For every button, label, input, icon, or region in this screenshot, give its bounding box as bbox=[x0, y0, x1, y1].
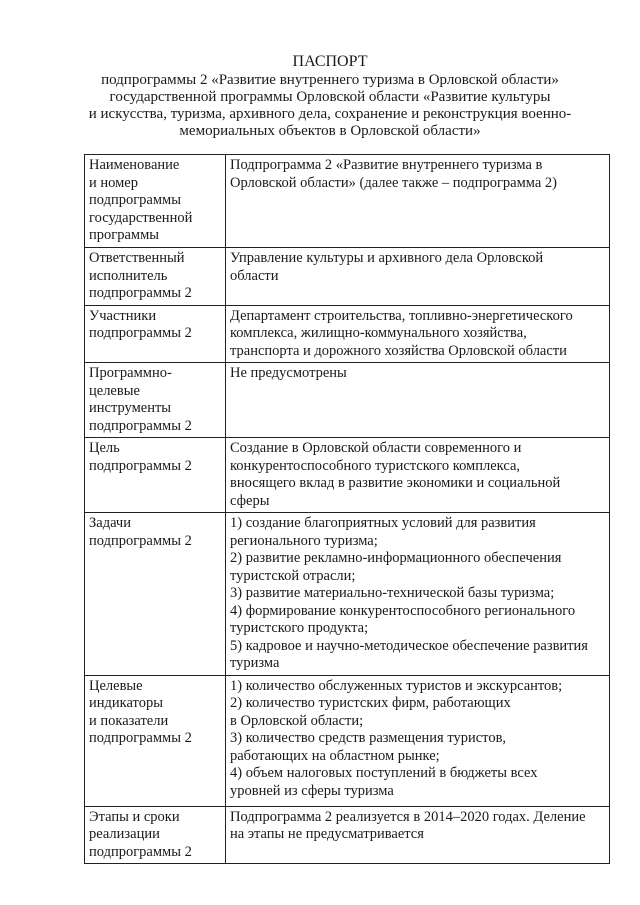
value-line: сферы bbox=[230, 492, 270, 509]
value-line: 4) формирование конкурентоспособного регионального bbox=[230, 602, 576, 619]
label-line: исполнитель bbox=[89, 267, 168, 284]
label-line: программы bbox=[89, 227, 159, 243]
label-line: Программно- bbox=[89, 365, 172, 381]
value-line: комплекса, жилищно-коммунального хозяйства, bbox=[230, 325, 527, 341]
value-line: в Орловской области; bbox=[230, 712, 364, 729]
value-line: 1) количество обслуженных туристов и экскурсантов; bbox=[230, 677, 563, 694]
label-line: государственной bbox=[89, 209, 193, 226]
value-line: конкурентоспособного туристского комплекса, bbox=[230, 457, 521, 474]
label-line: Участники bbox=[89, 307, 157, 324]
table-row bbox=[85, 513, 610, 676]
value-line: Управление культуры и архивного дела Орловской bbox=[230, 250, 544, 266]
label-line: и показатели bbox=[89, 712, 169, 729]
row-label-cell bbox=[85, 155, 226, 248]
row-value-cell bbox=[226, 155, 610, 248]
value-line: Создание в Орловской области современного и bbox=[230, 440, 522, 456]
row-value-cell bbox=[226, 438, 610, 513]
label-line: Целевые bbox=[89, 677, 143, 694]
table-row bbox=[85, 155, 610, 248]
value-line: 2) развитие рекламно-информационного обеспечения bbox=[230, 550, 562, 566]
label-line: Наименование bbox=[89, 157, 180, 173]
value-line: вносящего вклад в развитие экономики и социальной bbox=[230, 475, 561, 491]
value-line: 1) создание благоприятных условий для развития bbox=[230, 515, 536, 531]
table-row bbox=[85, 305, 610, 363]
row-label-cell bbox=[85, 438, 226, 513]
row-label-cell bbox=[85, 305, 226, 363]
document-subtitle-line: и искусства, туризма, архивного дела, сохранение и реконструкция военно- bbox=[88, 106, 572, 122]
document-subtitle-line: подпрограммы 2 «Развитие внутреннего туризма в Орловской области» bbox=[101, 72, 559, 88]
label-line: подпрограммы 2 bbox=[89, 730, 192, 746]
value-line: 3) развитие материально-технической базы туризма; bbox=[230, 585, 555, 601]
label-line: индикаторы bbox=[89, 695, 163, 711]
document-title: ПАСПОРТ bbox=[292, 53, 368, 70]
value-line: Подпрограмма 2 «Развитие внутреннего туризма в bbox=[230, 157, 543, 173]
document-subtitle-line: мемориальных объектов в Орловской области» bbox=[179, 123, 481, 139]
value-line: области bbox=[230, 267, 279, 284]
label-line: подпрограммы bbox=[89, 192, 181, 208]
label-line: подпрограммы 2 bbox=[89, 325, 192, 341]
row-value-cell bbox=[226, 806, 610, 864]
table-row bbox=[85, 248, 610, 306]
document-subtitle-line: государственной программы Орловской области «Развитие культуры bbox=[109, 89, 551, 105]
table-row bbox=[85, 363, 610, 438]
label-line: Цель bbox=[89, 440, 120, 456]
label-line: подпрограммы 2 bbox=[89, 417, 192, 434]
value-line: транспорта и дорожного хозяйства Орловской области bbox=[230, 342, 567, 359]
label-line: подпрограммы 2 bbox=[89, 285, 192, 301]
label-line: инструменты bbox=[89, 400, 172, 416]
row-label-cell bbox=[85, 675, 226, 806]
value-line: работающих на областном рынке; bbox=[230, 747, 440, 764]
label-line: Задачи bbox=[89, 515, 131, 531]
row-value-cell bbox=[226, 248, 610, 306]
value-line: Подпрограмма 2 реализуется в 2014–2020 годах. Деление bbox=[230, 808, 586, 825]
row-label-cell bbox=[85, 513, 226, 676]
document-header bbox=[60, 53, 600, 140]
value-line: туристской отрасли; bbox=[230, 567, 356, 584]
label-line: подпрограммы 2 bbox=[89, 457, 192, 474]
value-line: туристского продукта; bbox=[230, 620, 369, 636]
row-label-cell bbox=[85, 806, 226, 864]
value-line: 4) объем налоговых поступлений в бюджеты всех bbox=[230, 765, 538, 781]
value-line: 5) кадровое и научно-методическое обеспечение развития bbox=[230, 637, 588, 654]
table-row bbox=[85, 675, 610, 806]
row-label-cell bbox=[85, 363, 226, 438]
value-line: Не предусмотрены bbox=[230, 365, 347, 381]
table-row bbox=[85, 806, 610, 864]
row-value-cell bbox=[226, 363, 610, 438]
label-line: Ответственный bbox=[89, 250, 185, 266]
value-line: Орловской области» (далее также – подпрограмма 2) bbox=[230, 174, 558, 191]
value-line: регионального туризма; bbox=[230, 532, 378, 549]
row-value-cell bbox=[226, 305, 610, 363]
label-line: Этапы и сроки bbox=[89, 808, 180, 825]
label-line: подпрограммы 2 bbox=[89, 532, 192, 549]
passport-table bbox=[84, 154, 610, 864]
row-value-cell bbox=[226, 513, 610, 676]
value-line: 3) количество средств размещения туристов, bbox=[230, 730, 507, 746]
value-line: уровней из сферы туризма bbox=[230, 782, 394, 799]
label-line: реализации bbox=[89, 826, 160, 842]
table-row bbox=[85, 438, 610, 513]
value-line: Департамент строительства, топливно-энергетического bbox=[230, 307, 573, 324]
value-line: туризма bbox=[230, 655, 280, 671]
row-label-cell bbox=[85, 248, 226, 306]
row-value-cell bbox=[226, 675, 610, 806]
label-line: и номер bbox=[89, 174, 138, 191]
value-line: 2) количество туристских фирм, работающих bbox=[230, 695, 511, 711]
label-line: целевые bbox=[89, 382, 140, 399]
value-line: на этапы не предусматривается bbox=[230, 826, 424, 842]
label-line: подпрограммы 2 bbox=[89, 843, 192, 860]
